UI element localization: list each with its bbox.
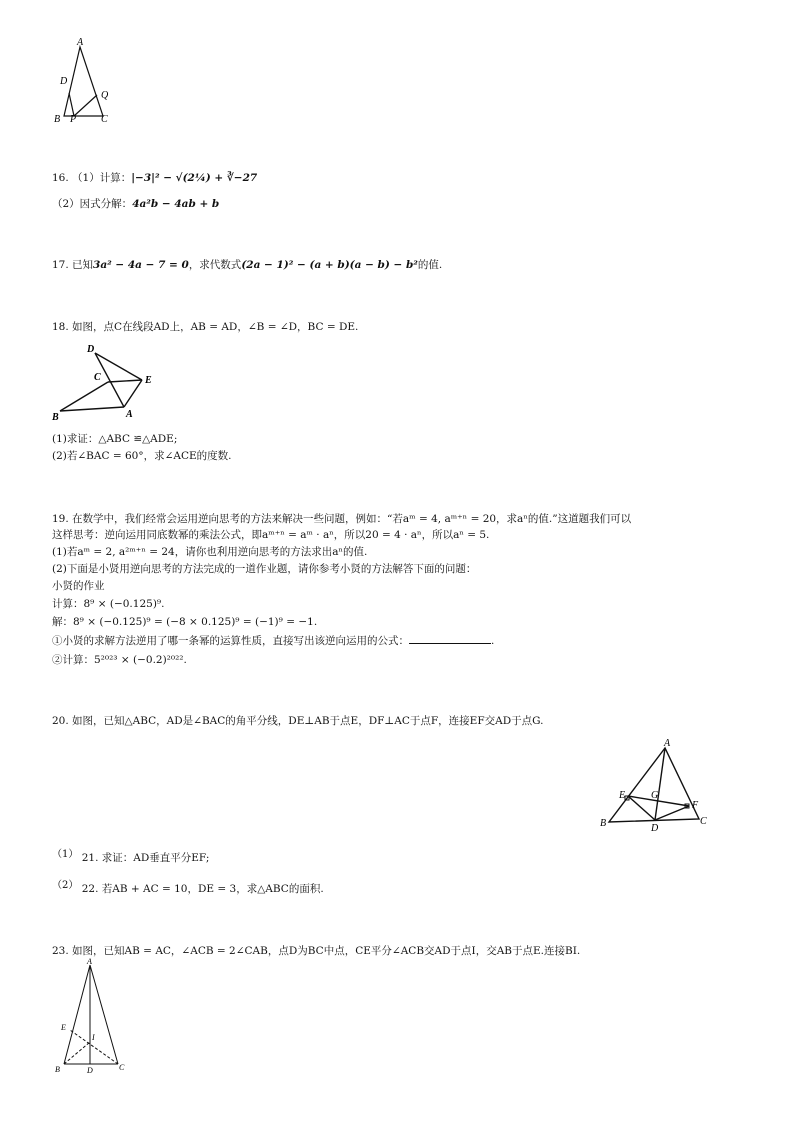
q17-expression: (2a − 1)² − (a + b)(a − b) − b² [241,259,418,271]
label-A: A [87,957,92,966]
question-19 [52,511,631,527]
q19-line3: (1)若aᵐ = 2, a²ᵐ⁺ⁿ = 24，请你也利用逆向思考的方法求出aⁿ的值. [52,546,368,558]
question-23 [52,943,580,959]
q16-part1-expr: |−3|² − √(2¼) + ∛−27 [131,172,258,184]
q19-line5: 小贤的作业 [52,580,105,592]
label-P: P [70,114,77,125]
q20-stem: 如图，已知△ABC，AD是∠BAC的角平分线，DE⊥AB于点E，DF⊥AC于点F，连接EF交AD于点G. [72,715,544,727]
q22-text: 若AB + AC = 10，DE = 3，求△ABC的面积. [101,883,324,895]
label-D: D [87,344,95,355]
q19-line2-row [52,527,489,543]
label-G: G [651,790,659,801]
label-I: I [92,1033,95,1042]
label-E: E [145,375,152,386]
segment-dp [69,93,74,116]
segment-df [655,806,689,820]
label-B: B [600,818,607,829]
triangle-abc [64,47,103,116]
q16-part1-label: （1）计算： [72,172,132,184]
q19-line3-row [52,544,367,560]
q18-stem: 如图，点C在线段AD上，AB = AD，∠B = ∠D，BC = DE. [72,321,359,333]
q19-line1: 在数学中，我们经常会运用逆向思考的方法来解决一些问题，例如：“若aᵐ = 4, aᵐ⁺ⁿ = 20，求aⁿ的值.”这道题我们可以 [72,513,632,525]
label-C: C [101,114,108,125]
q19-line7-row [52,614,317,630]
figure-q15 [40,30,160,140]
q19-line2: 这样思考：逆向运用同底数幂的乘法公式，即aᵐ⁺ⁿ = aᵐ · aⁿ，所以20 = 4 · aⁿ，所以aⁿ = 5. [52,529,490,541]
question-22 [52,878,324,897]
label-D: D [651,823,659,834]
q19-number: 19. [52,513,69,525]
label-E: E [619,790,626,801]
q19-line6-row [52,596,164,612]
q16-part2-label: （2）因式分解： [52,198,133,210]
figure-q18 [52,340,182,430]
question-18-part2 [52,448,232,464]
label-C: C [119,1063,125,1072]
q21-part-tag: （1） [52,849,79,860]
label-B: B [52,412,59,423]
q19-line7: 解：8⁹ × (−0.125)⁹ = (−8 × 0.125)⁹ = (−1)⁹ = −1. [52,616,318,628]
label-A: A [664,738,671,749]
q18-part1: (1)求证：△ABC ≌△ADE; [52,433,178,445]
q18-number: 18. [52,321,69,333]
question-20 [52,713,544,729]
segment-ce [108,380,142,382]
figure-q20 [596,738,726,838]
q22-part-tag: （2） [52,880,79,891]
q17-number: 17. [52,259,69,271]
q22-number: 22. [81,883,99,895]
figure-q23 [52,957,152,1080]
q17-condition: 3a² − 4a − 7 = 0 [93,259,189,271]
q21-number: 21. [81,852,99,864]
question-21 [52,847,209,866]
q19-line5-row [52,578,105,594]
q19-line8: ①小贤的求解方法逆用了哪一条幂的运算性质，直接写出该逆向运用的公式： [52,635,409,647]
q19-line4-row [52,561,476,577]
q19-line8-end: . [491,635,495,647]
q19-line4: (2)下面是小贤用逆向思考的方法完成的一道作业题，请你参考小贤的方法解答下面的问题： [52,563,477,575]
segment-ab [64,965,90,1064]
question-16 [52,170,257,186]
triangle-abc [609,748,699,822]
segment-pq [74,95,97,116]
q16-number: 16. [52,172,69,184]
segment-bc [60,382,108,411]
segment-ac [90,965,118,1064]
q19-line8-row [52,633,494,649]
q18-part2: (2)若∠BAC = 60°，求∠ACE的度数. [52,450,232,462]
label-B: B [54,114,61,125]
q23-stem: 如图，已知AB = AC，∠ACB = 2∠CAB，点D为BC中点，CE平分∠ACB交AD于点I，交AB于点E.连接BI. [72,945,581,957]
label-B: B [55,1065,60,1074]
label-D: D [87,1066,93,1075]
q21-text: 求证：AD垂直平分EF; [101,852,210,864]
q19-line9-row [52,652,187,668]
label-C: C [700,816,707,827]
question-18-part1 [52,431,177,447]
q16-part2-expr: 4a²b − 4ab + b [132,198,220,210]
q19-line6: 计算：8⁹ × (−0.125)⁹. [52,598,165,610]
segment-bi [64,1042,90,1064]
q23-number: 23. [52,945,69,957]
q17-text-b: ，求代数式 [188,259,242,271]
question-17 [52,257,442,273]
label-A: A [77,37,84,48]
q17-text-a: 已知 [72,259,94,271]
segment-ba [60,407,124,411]
question-16-part2 [52,196,219,212]
question-18 [52,319,358,335]
label-Q: Q [101,90,109,101]
label-F: F [692,800,699,811]
segment-ea [124,380,142,407]
label-D: D [60,76,68,87]
label-E: E [61,1023,66,1032]
q17-text-c: 的值. [417,259,443,271]
q20-number: 20. [52,715,69,727]
label-C: C [94,372,101,383]
q19-answer-blank[interactable] [409,634,491,644]
q19-line9: ②计算：5²⁰²³ × (−0.2)²⁰²². [52,654,187,666]
label-A: A [126,409,133,420]
